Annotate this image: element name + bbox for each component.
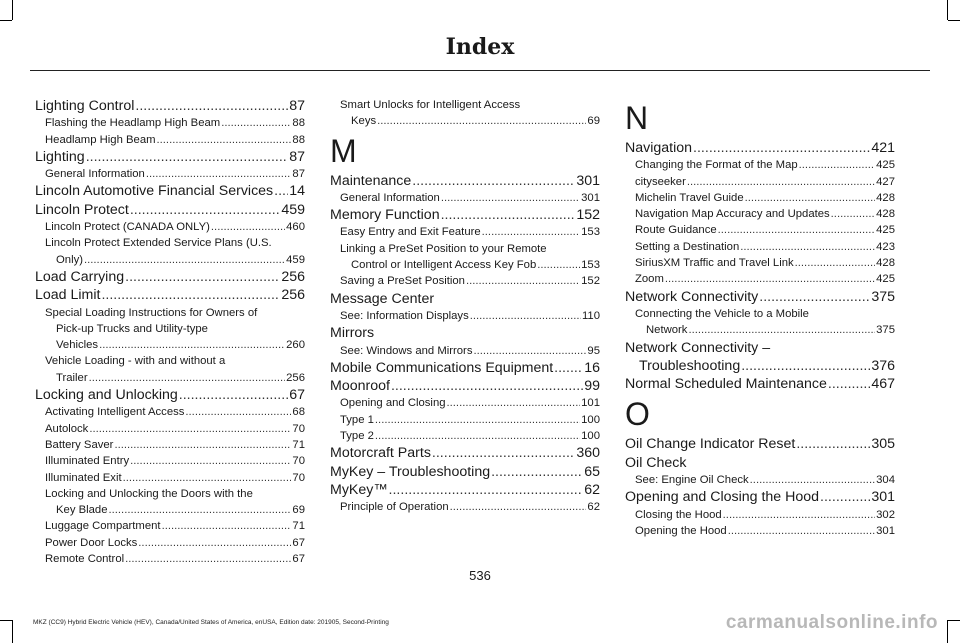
index-subentry: [330, 190, 600, 206]
page-ref: 67: [292, 553, 305, 566]
entry-text: Troubleshooting: [639, 357, 741, 374]
index-subentry: [330, 395, 600, 411]
dot-leader: [138, 535, 291, 551]
index-subentry: [625, 322, 895, 338]
page-ref: 421: [871, 140, 895, 156]
entry-text: General Information: [340, 191, 440, 204]
dot-leader: [820, 488, 870, 506]
page-ref: 375: [871, 288, 895, 305]
index-column-1: [35, 97, 305, 567]
index-entry: [330, 206, 600, 224]
dot-leader: [221, 115, 291, 131]
dot-leader: [745, 190, 876, 206]
page-ref: 87: [292, 168, 305, 181]
crop-mark: [12, 0, 13, 20]
dot-leader: [491, 463, 583, 481]
dot-leader: [796, 435, 870, 453]
entry-text: Activating Intelligent Access: [45, 406, 185, 419]
index-subentry: [625, 271, 895, 287]
dot-leader: [89, 370, 286, 386]
page-ref: 95: [587, 344, 600, 357]
crop-mark: [948, 620, 960, 621]
index-subentry: [330, 428, 600, 444]
entry-text: Load Carrying: [35, 268, 125, 285]
entry-text: Route Guidance: [635, 224, 717, 237]
index-subentry: [35, 219, 305, 235]
index-subentry: [35, 470, 305, 486]
dot-leader: [274, 182, 288, 200]
page-ref: 301: [581, 191, 600, 204]
entry-text: Navigation Map Accuracy and Updates: [635, 208, 830, 221]
page-ref: 425: [876, 273, 895, 286]
dot-leader: [554, 359, 583, 377]
page-title: Index: [445, 34, 515, 60]
dot-leader: [473, 343, 586, 359]
index-section-letter: O: [625, 396, 650, 433]
index-subentry: [35, 337, 305, 353]
index-section-letter: N: [625, 100, 649, 136]
page-ref: 16: [584, 359, 600, 376]
page-ref: 375: [876, 324, 895, 337]
index-entry: [330, 444, 600, 462]
dot-leader: [441, 190, 580, 206]
index-entry: [35, 268, 305, 286]
dot-leader: [741, 357, 870, 375]
page-ref: 467: [871, 376, 895, 393]
entry-text: See: Information Displays: [340, 309, 469, 322]
page-ref: 67: [292, 536, 305, 549]
index-entry: [35, 97, 305, 115]
index-subentry: [330, 412, 600, 428]
entry-text: Memory Function: [330, 207, 440, 224]
entry-text: SiriusXM Traffic and Travel Link: [635, 257, 794, 270]
watermark: carmanualsonline.info: [725, 612, 938, 633]
index-entry: Mirrors: [330, 325, 375, 342]
entry-text: Power Door Locks: [45, 536, 138, 549]
index-subentry: [330, 257, 600, 273]
dot-leader: [99, 337, 285, 353]
page-ref: 425: [876, 224, 895, 237]
entry-text: Flashing the Headlamp High Beam: [45, 117, 221, 130]
dot-leader: [391, 377, 583, 395]
index-entry: Network Connectivity –: [625, 339, 771, 356]
page-ref: 256: [281, 268, 305, 285]
crop-mark: [12, 620, 13, 643]
page-ref: 101: [581, 397, 600, 410]
index-subentry: [625, 157, 895, 173]
entry-text: Illuminated Entry: [45, 455, 130, 468]
index-entry: [35, 182, 305, 200]
index-subentry: [625, 472, 895, 488]
entry-text: Opening and Closing the Hood: [625, 489, 820, 506]
dot-leader: [389, 481, 584, 499]
index-entry: Oil Check: [625, 454, 687, 471]
index-subentry: [625, 222, 895, 238]
page-number: 536: [469, 568, 491, 583]
index-subentry: [35, 518, 305, 534]
entry-text: cityseeker: [635, 175, 686, 188]
index-entry: [330, 172, 600, 190]
page-ref: 427: [876, 175, 895, 188]
page-ref: 71: [292, 520, 305, 533]
entry-text: Control or Intelligent Access Key Fob: [351, 259, 537, 272]
index-column-2: [330, 97, 600, 516]
entry-text: Principle of Operation: [340, 501, 449, 514]
page-ref: 99: [584, 378, 600, 395]
entry-text: Network Connectivity: [625, 288, 759, 305]
page-ref: 301: [876, 524, 895, 537]
dot-leader: [432, 444, 575, 462]
page-ref: 70: [292, 422, 305, 435]
index-subentry: [625, 507, 895, 523]
dot-leader: [482, 224, 580, 240]
dot-leader: [185, 404, 291, 420]
index-subentry: [330, 343, 600, 359]
dot-leader: [665, 271, 875, 287]
page-ref: 459: [286, 253, 305, 266]
page-ref: 459: [281, 201, 305, 218]
dot-leader: [114, 437, 291, 453]
entry-text: Keys: [351, 115, 377, 128]
index-subentry: [330, 499, 600, 515]
entry-text: Key Blade: [56, 504, 108, 517]
page-ref: 87: [289, 148, 305, 165]
index-entry: Message Center: [330, 290, 435, 307]
dot-leader: [101, 286, 280, 304]
index-subentry: Lincoln Protect Extended Service Plans (U.S.: [45, 237, 272, 250]
entry-text: Lincoln Automotive Financial Services: [35, 183, 274, 200]
index-subentry: [35, 132, 305, 148]
index-subentry: [35, 166, 305, 182]
page-ref: 110: [581, 309, 600, 322]
index-subentry: [625, 523, 895, 539]
index-entry: [625, 357, 895, 375]
dot-leader: [470, 308, 581, 324]
page-ref: 14: [289, 183, 305, 200]
dot-leader: [157, 132, 292, 148]
index-entry: [330, 359, 600, 377]
page-ref: 68: [292, 406, 305, 419]
entry-text: Zoom: [635, 273, 664, 286]
page-ref: 88: [292, 117, 305, 130]
crop-mark: [0, 620, 12, 621]
index-entry: [35, 386, 305, 404]
page-ref: 153: [581, 226, 600, 239]
entry-text: General Information: [45, 168, 145, 181]
dot-leader: [447, 395, 581, 411]
dot-leader: [89, 421, 291, 437]
dot-leader: [728, 523, 875, 539]
crop-mark: [0, 20, 12, 21]
page-ref: 153: [581, 259, 600, 272]
index-subentry: Smart Unlocks for Intelligent Access: [340, 99, 521, 111]
index-subentry: [330, 224, 600, 240]
dot-leader: [375, 412, 580, 428]
index-subentry: Special Loading Instructions for Owners of: [45, 306, 258, 319]
dot-leader: [146, 166, 292, 182]
footer-edition-note: MKZ (CC9) Hybrid Electric Vehicle (HEV), Canada/United States of America, enUSA, Edition date: 201905, Second-Printing: [33, 619, 389, 626]
index-subentry: [35, 437, 305, 453]
entry-text: Saving a PreSet Position: [340, 275, 465, 288]
dot-leader: [375, 428, 580, 444]
dot-leader: [740, 239, 875, 255]
index-subentry: [35, 404, 305, 420]
entry-text: Navigation: [625, 140, 693, 156]
page-ref: 360: [576, 445, 600, 462]
page-ref: 67: [289, 387, 305, 404]
entry-text: Closing the Hood: [635, 508, 722, 521]
entry-text: Lighting: [35, 148, 85, 165]
entry-text: Trailer: [56, 371, 88, 384]
page-ref: 152: [581, 275, 600, 288]
entry-text: Lincoln Protect (CANADA ONLY): [45, 221, 210, 234]
index-entry: [35, 286, 305, 304]
index-subentry: [625, 174, 895, 190]
index-column-3: [625, 97, 895, 539]
index-subentry: Vehicle Loading - with and without a: [45, 355, 226, 368]
page-ref: 70: [292, 455, 305, 468]
index-subentry: [35, 370, 305, 386]
page-ref: 302: [876, 508, 895, 521]
page-ref: 88: [292, 133, 305, 146]
entry-text: Setting a Destination: [635, 240, 740, 253]
dot-leader: [759, 288, 870, 306]
entry-text: Easy Entry and Exit Feature: [340, 226, 481, 239]
dot-leader: [831, 206, 875, 222]
page-ref: 71: [292, 438, 305, 451]
page-ref: 256: [281, 287, 305, 304]
entry-text: Autolock: [45, 422, 89, 435]
index-entry: [625, 288, 895, 306]
dot-leader: [162, 518, 292, 534]
page-ref: 304: [876, 474, 895, 487]
entry-text: Remote Control: [45, 553, 125, 566]
entry-text: Type 2: [340, 430, 374, 443]
page-ref: 62: [587, 501, 600, 514]
index-entry: [330, 481, 600, 499]
entry-text: Lighting Control: [35, 98, 135, 114]
index-subentry: [625, 206, 895, 222]
dot-leader: [466, 273, 580, 289]
page-ref: 70: [292, 471, 305, 484]
dot-leader: [84, 252, 285, 268]
index-subentry: Linking a PreSet Position to your Remote: [340, 242, 547, 255]
entry-text: Locking and Unlocking: [35, 387, 178, 404]
page-ref: 69: [587, 115, 600, 128]
entry-text: Lincoln Protect: [35, 201, 129, 218]
index-subentry: [35, 453, 305, 469]
dot-leader: [130, 453, 291, 469]
page-ref: 100: [581, 430, 600, 443]
entry-text: Vehicles: [56, 339, 99, 352]
page-ref: 87: [289, 98, 305, 114]
entry-text: Network: [646, 324, 688, 337]
dot-leader: [123, 470, 292, 486]
dot-leader: [179, 386, 288, 404]
index-section-letter: M: [330, 132, 357, 169]
entry-text: Illuminated Exit: [45, 471, 122, 484]
header-rule: [30, 70, 930, 71]
index-entry: [625, 435, 895, 453]
dot-leader: [450, 499, 587, 515]
crop-mark: [947, 620, 948, 643]
index-subentry: [625, 255, 895, 271]
index-entry: [35, 148, 305, 166]
page-ref: 62: [584, 481, 600, 498]
entry-text: Opening the Hood: [635, 524, 727, 537]
entry-text: Michelin Travel Guide: [635, 191, 744, 204]
dot-leader: [688, 322, 875, 338]
entry-text: Oil Change Indicator Reset: [625, 436, 796, 453]
entry-text: Type 1: [340, 413, 374, 426]
index-subentry: [35, 252, 305, 268]
entry-text: Only): [56, 253, 83, 266]
entry-text: Load Limit: [35, 287, 101, 304]
index-entry: [35, 201, 305, 219]
index-entry: [625, 139, 895, 157]
dot-leader: [687, 174, 875, 190]
page-ref: 256: [286, 371, 305, 384]
index-entry: [625, 375, 895, 393]
page-ref: 305: [871, 436, 895, 453]
dot-leader: [750, 472, 875, 488]
dot-leader: [537, 257, 580, 273]
index-entry: [330, 463, 600, 481]
index-subentry: Locking and Unlocking the Doors with the: [45, 487, 253, 500]
index-subentry: Connecting the Vehicle to a Mobile: [635, 307, 809, 320]
page-ref: 100: [581, 413, 600, 426]
crop-mark: [947, 0, 948, 20]
page-ref: 428: [876, 257, 895, 270]
entry-text: Headlamp High Beam: [45, 133, 156, 146]
dot-leader: [828, 375, 870, 393]
page-ref: 423: [876, 240, 895, 253]
index-entry: [330, 377, 600, 395]
index-subentry: [625, 239, 895, 255]
dot-leader: [799, 157, 875, 173]
index-subentry: [330, 273, 600, 289]
dot-leader: [718, 222, 875, 238]
page-ref: 428: [876, 208, 895, 221]
entry-text: Luggage Compartment: [45, 520, 161, 533]
index-subentry: Pick-up Trucks and Utility-type: [56, 322, 208, 335]
entry-text: Moonroof: [330, 378, 390, 395]
entry-text: See: Windows and Mirrors: [340, 344, 473, 357]
entry-text: Maintenance: [330, 172, 412, 189]
index-subentry: [35, 535, 305, 551]
index-subentry: [35, 115, 305, 131]
dot-leader: [693, 139, 870, 157]
index-subentry: [330, 113, 600, 129]
page-ref: 376: [871, 357, 895, 374]
entry-text: Changing the Format of the Map: [635, 159, 798, 172]
page-ref: 69: [292, 504, 305, 517]
index-subentry: [35, 421, 305, 437]
dot-leader: [135, 97, 288, 115]
index-subentry: [330, 308, 600, 324]
entry-text: Mobile Communications Equipment: [330, 359, 554, 376]
entry-text: See: Engine Oil Check: [635, 474, 749, 487]
entry-text: MyKey™: [330, 481, 388, 498]
entry-text: Normal Scheduled Maintenance: [625, 376, 827, 393]
dot-leader: [377, 113, 586, 129]
dot-leader: [86, 148, 289, 166]
index-subentry: [625, 190, 895, 206]
dot-leader: [125, 551, 291, 567]
page-ref: 65: [584, 463, 600, 480]
page-ref: 428: [876, 191, 895, 204]
dot-leader: [412, 172, 575, 190]
dot-leader: [125, 268, 280, 286]
dot-leader: [723, 507, 875, 523]
page-ref: 152: [576, 207, 600, 224]
dot-leader: [441, 206, 576, 224]
dot-leader: [211, 219, 285, 235]
index-entry: [625, 488, 895, 506]
dot-leader: [109, 502, 292, 518]
entry-text: MyKey – Troubleshooting: [330, 463, 491, 480]
index-subentry: [35, 502, 305, 518]
entry-text: Opening and Closing: [340, 397, 446, 410]
page-ref: 260: [286, 339, 305, 352]
dot-leader: [130, 201, 280, 219]
dot-leader: [795, 255, 876, 271]
page-ref: 460: [286, 221, 305, 234]
page-ref: 301: [576, 172, 600, 189]
page-ref: 301: [871, 489, 895, 506]
entry-text: Battery Saver: [45, 438, 114, 451]
crop-mark: [948, 20, 960, 21]
page-ref: 425: [876, 159, 895, 172]
entry-text: Motorcraft Parts: [330, 445, 431, 462]
index-subentry: [35, 551, 305, 567]
